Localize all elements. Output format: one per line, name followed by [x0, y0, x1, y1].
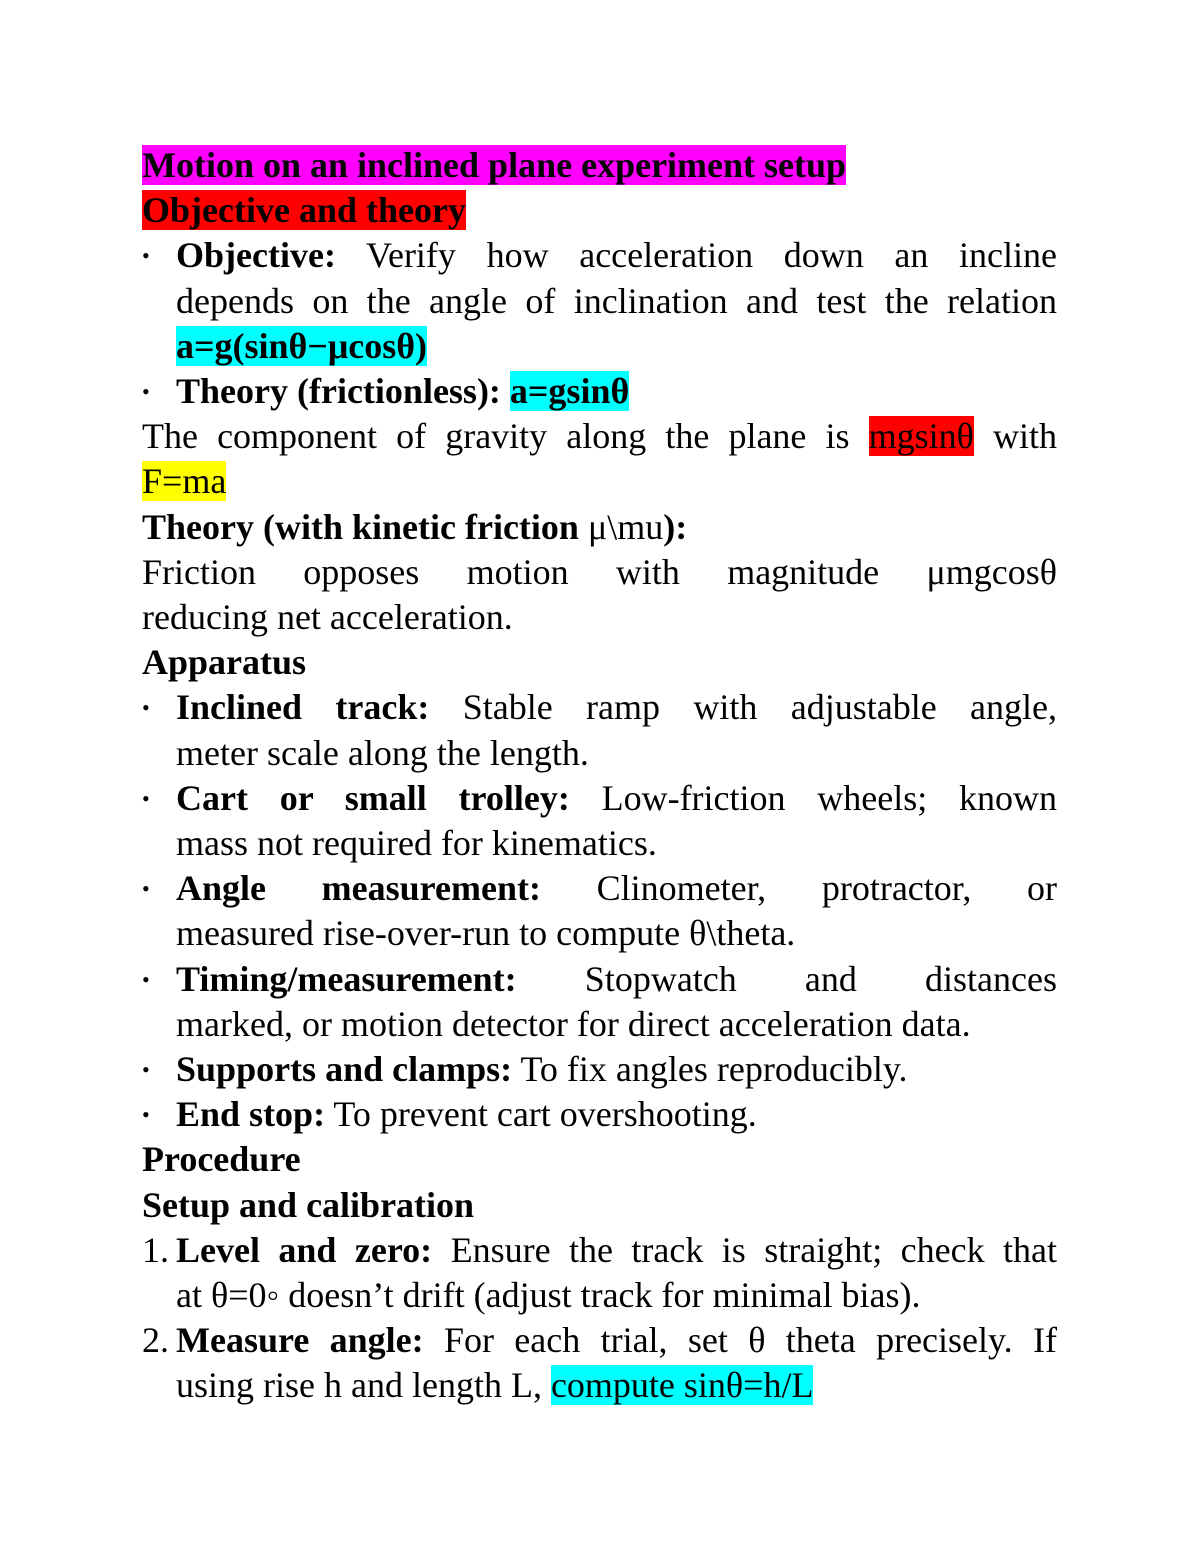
objective-item	[142, 233, 1057, 369]
apparatus-label: Cart or small trolley:	[176, 777, 570, 818]
apparatus-text: To fix angles reproducibly.	[520, 1049, 908, 1090]
step-label: Measure angle:	[176, 1320, 424, 1361]
objective-line-1	[176, 233, 1057, 278]
procedure-step	[142, 1228, 1057, 1318]
objective-label: Objective:	[176, 235, 336, 276]
step-number: 1.	[142, 1229, 169, 1270]
step-label: Level and zero:	[176, 1229, 433, 1270]
apparatus-item	[142, 957, 1057, 1047]
apparatus-label: Supports and clamps:	[176, 1049, 513, 1090]
gravity-component-line	[142, 414, 1057, 459]
apparatus-text: Stable ramp with adjustable angle,	[462, 687, 1057, 728]
apparatus-list	[142, 685, 1057, 1137]
document-page	[142, 143, 1057, 1409]
apparatus-item	[142, 776, 1057, 866]
objective-line-2	[176, 279, 1057, 324]
step-highlight: compute sinθ=h/L	[550, 1365, 814, 1406]
theory-friction-mu: μ\mu	[587, 506, 664, 547]
procedure-steps	[142, 1228, 1057, 1409]
apparatus-label: Angle measurement:	[176, 868, 541, 909]
apparatus-heading: Apparatus	[142, 642, 307, 683]
document-title: Motion on an inclined plane experiment setup	[142, 145, 847, 185]
apparatus-label: End stop:	[176, 1094, 326, 1135]
step-number: 2.	[142, 1320, 169, 1361]
procedure-heading-line	[142, 1137, 1057, 1182]
apparatus-item	[142, 1092, 1057, 1137]
theory-friction-heading-line	[142, 505, 1057, 550]
friction-line-1: Friction opposes motion with magnitude μmgcosθ	[142, 551, 1057, 592]
objective-text-1: Verify how acceleration down an incline	[365, 235, 1057, 276]
setup-heading: Setup and calibration	[142, 1184, 475, 1225]
step-text: using rise h and length L,	[176, 1365, 542, 1406]
step-text: For each trial, set θ theta precisely. If	[443, 1320, 1057, 1361]
apparatus-text: meter scale along the length.	[176, 732, 589, 773]
theory-frictionless-formula: a=gsinθ	[509, 371, 630, 412]
apparatus-text: Stopwatch and distances	[584, 958, 1057, 999]
step-text: at θ=0◦ doesn’t drift (adjust track for minimal bias).	[176, 1275, 921, 1316]
gravity-text: The component of gravity along the plane is	[142, 416, 850, 457]
objective-heading: Objective and theory	[142, 190, 466, 231]
apparatus-text: marked, or motion detector for direct acceleration data.	[176, 1003, 971, 1044]
apparatus-heading-line	[142, 640, 1057, 685]
title-line	[142, 143, 1057, 188]
apparatus-label: Timing/measurement:	[176, 958, 517, 999]
objective-text-2: depends on the angle of inclination and test the relation	[176, 280, 1057, 321]
theory-frictionless-label: Theory (frictionless):	[176, 371, 501, 412]
step-text: Ensure the track is straight; check that	[450, 1229, 1057, 1270]
apparatus-label: Inclined track:	[176, 687, 430, 728]
apparatus-text: To prevent cart overshooting.	[333, 1094, 757, 1135]
objective-heading-line	[142, 188, 1057, 233]
friction-line-2: reducing net acceleration.	[142, 597, 513, 638]
procedure-heading: Procedure	[142, 1139, 301, 1180]
apparatus-text: measured rise-over-run to compute θ\theta.	[176, 913, 796, 954]
apparatus-item	[142, 685, 1057, 775]
objective-line-3	[176, 324, 1057, 369]
newton-line	[142, 459, 1057, 504]
apparatus-text: Low-friction wheels; known	[601, 777, 1057, 818]
theory-friction-heading-end: ):	[663, 506, 688, 547]
procedure-step	[142, 1318, 1057, 1408]
objective-list	[142, 233, 1057, 414]
apparatus-text: mass not required for kinematics.	[176, 823, 657, 864]
apparatus-text: Clinometer, protractor, or	[596, 868, 1057, 909]
setup-heading-line	[142, 1183, 1057, 1228]
gravity-highlight: mgsinθ	[868, 416, 974, 457]
objective-formula: a=g(sinθ−μcosθ)	[176, 325, 428, 366]
newton-formula: F=ma	[142, 461, 227, 502]
apparatus-item	[142, 866, 1057, 956]
theory-friction-heading: Theory (with kinetic friction	[142, 506, 579, 547]
apparatus-item	[142, 1047, 1057, 1092]
gravity-with: with	[993, 416, 1058, 457]
theory-frictionless-item	[142, 369, 1057, 414]
